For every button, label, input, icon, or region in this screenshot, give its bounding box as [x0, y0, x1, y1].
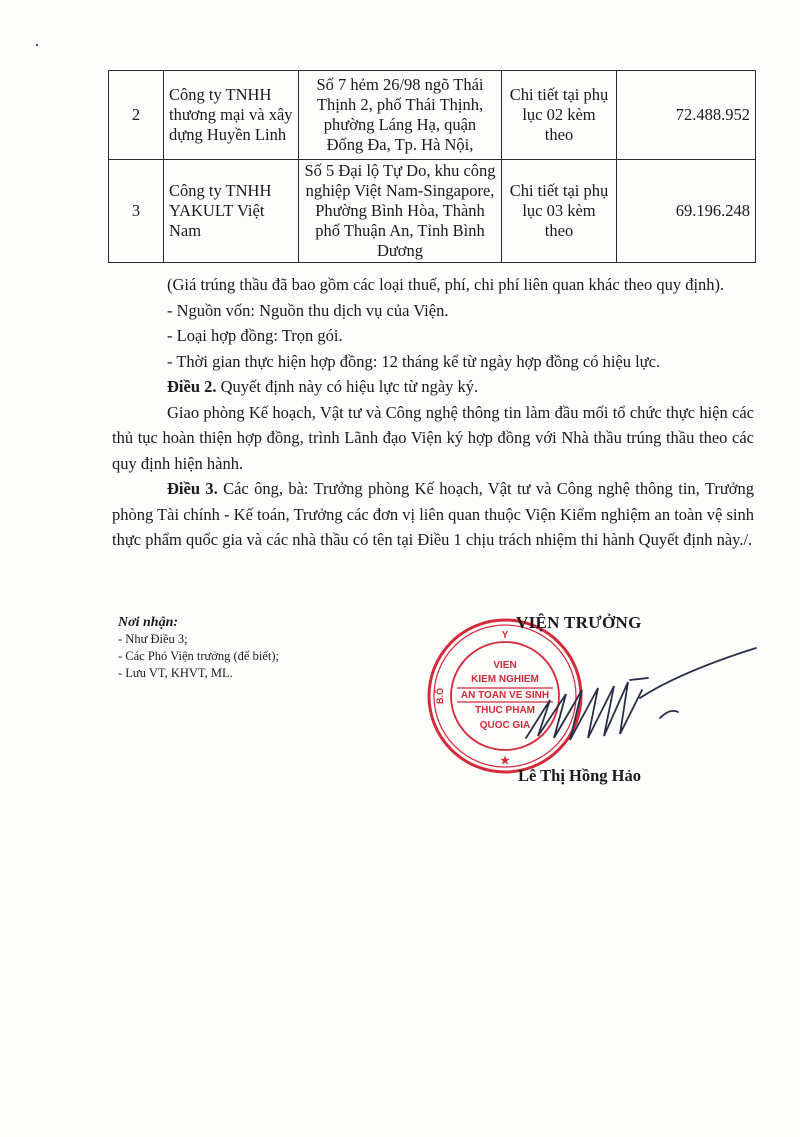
contract-duration: - Thời gian thực hiện hợp đồng: 12 tháng kể từ ngày hợp đồng có hiệu lực. [167, 351, 661, 371]
recipient-item: - Như Điều 3; [118, 632, 188, 646]
article-2 [112, 374, 754, 400]
article-2-label: Điều 2. [167, 377, 217, 396]
article-3-label: Điều 3. [167, 479, 218, 498]
winning-bidders-table [108, 70, 756, 263]
article-3 [112, 476, 754, 553]
seal-line-3: AN TOAN VE SINH [460, 690, 550, 701]
recipients-title: Nơi nhận: [118, 615, 179, 630]
contract-type: - Loại hợp đồng: Trọn gói. [167, 326, 343, 345]
row-number: 2 [109, 71, 164, 160]
price-note: (Giá trúng thầu đã bao gồm các loại thuế, phí, chi phí liên quan khác theo quy định). [167, 275, 725, 294]
decision-body [112, 272, 754, 553]
detail-reference: Chi tiết tại phụ lục 02 kèm theo [502, 71, 617, 160]
company-address: Số 7 hẻm 26/98 ngõ Thái Thịnh 2, phố Thái Thịnh, phường Láng Hạ, quận Đống Đa, Tp. Hà Nội, [299, 71, 502, 160]
table-row [109, 71, 756, 160]
recipient-item: - Lưu VT, KHVT, ML. [118, 666, 233, 680]
winning-price: 69.196.248 [617, 160, 756, 263]
seal-line-4: THUC PHAM [475, 705, 535, 716]
seal-top-letter: Y [501, 630, 509, 641]
table-row [109, 160, 756, 263]
company-name: Công ty TNHH thương mại và xây dựng Huyền Linh [164, 71, 299, 160]
recipients-block [118, 614, 279, 682]
company-name: Công ty TNHH YAKULT Việt Nam [164, 160, 299, 263]
seal-star-icon: ★ [500, 755, 510, 767]
detail-reference: Chi tiết tại phụ lục 03 kèm theo [502, 160, 617, 263]
row-number: 3 [109, 160, 164, 263]
seal-line-2: KIEM NGHIEM [471, 674, 539, 685]
article-3-text: Các ông, bà: Trưởng phòng Kế hoạch, Vật tư và Công nghệ thông tin, Trưởng phòng Tài chính - Kế toán, Trưởng các đơn vị liên quan thuộc Viện Kiểm nghiệm an toàn vệ sinh thực phẩm quốc gia và các nhà thầu có tên tại Điều 1 chịu trách nhiệm thi hành Quyết định này./. [112, 479, 754, 549]
article-2-text: Quyết định này có hiệu lực từ ngày ký. [216, 377, 479, 396]
funding-source: - Nguồn vốn: Nguồn thu dịch vụ của Viện. [167, 300, 449, 320]
handwritten-signature [520, 638, 760, 748]
signer-name: Lê Thị Hồng Hảo [518, 766, 642, 785]
seal-side-text: B.Ô [435, 687, 445, 705]
assignment-paragraph: Giao phòng Kế hoạch, Vật tư và Công nghệ thông tin làm đầu mối tổ chức thực hiện các thủ tục hoàn thiện hợp đồng, trình Lãnh đạo Viện ký hợp đồng với Nhà thầu trúng thầu theo các quy định hiện hành. [112, 402, 754, 473]
seal-line-1: VIEN [493, 660, 517, 671]
recipient-item: - Các Phó Viện trưởng (để biết); [118, 649, 279, 663]
signer-title: VIỆN TRƯỞNG [516, 613, 642, 632]
company-address: Số 5 Đại lộ Tự Do, khu công nghiệp Việt Nam-Singapore, Phường Bình Hòa, Thành phố Thuận An, Tỉnh Bình Dương [299, 160, 502, 263]
winning-price: 72.488.952 [617, 71, 756, 160]
seal-line-5: QUOC GIA [479, 720, 531, 731]
scan-speck [36, 44, 38, 46]
